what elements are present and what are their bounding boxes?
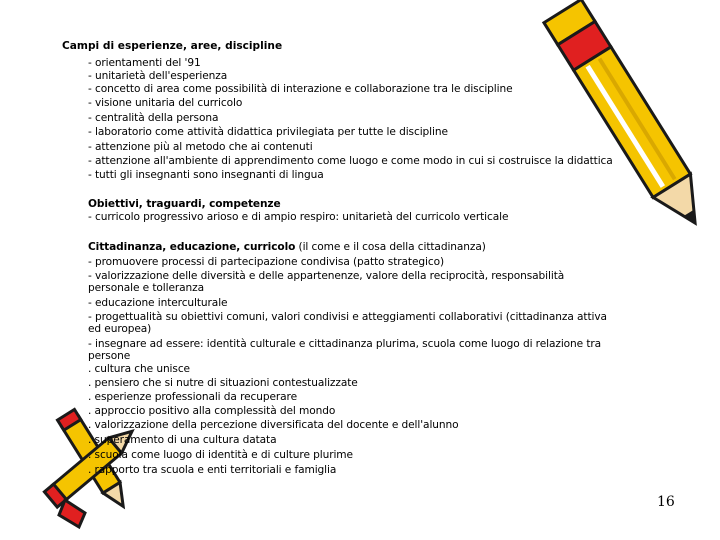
- section3-title-line: [88, 241, 486, 254]
- list-item: . cultura che unisce: [88, 363, 190, 375]
- list-item: . pensiero che si nutre di situazioni contestualizzate: [88, 377, 358, 389]
- list-item: - concetto di area come possibilità di interazione e collaborazione tra le discipline: [88, 83, 513, 95]
- pencil-icon: [560, 0, 710, 250]
- list-item: . rapporto tra scuola e enti territoriali e famiglia: [88, 464, 337, 476]
- list-item: - unitarietà dell'esperienza: [88, 70, 228, 82]
- list-item: personale e tolleranza: [88, 282, 204, 294]
- list-item: - attenzione all'ambiente di apprendimento come luogo e come modo in cui si costruisce la didattica: [88, 155, 613, 167]
- list-item: - centralità della persona: [88, 112, 219, 124]
- list-item: . valorizzazione della percezione diversificata del docente e dell'alunno: [88, 419, 459, 431]
- section3-title: Cittadinanza, educazione, curricolo: [88, 241, 296, 253]
- list-item: - orientamenti del '91: [88, 57, 201, 69]
- list-item: - curricolo progressivo arioso e di ampio respiro: unitarietà del curricolo verticale: [88, 211, 509, 223]
- list-item: - laboratorio come attività didattica privilegiata per tutte le discipline: [88, 126, 448, 138]
- list-item: - insegnare ad essere: identità culturale e cittadinanza plurima, scuola come luogo di relazione tra: [88, 338, 602, 350]
- list-item: . esperienze professionali da recuperare: [88, 391, 297, 403]
- section3-title-suffix: (il come e il cosa della cittadinanza): [295, 241, 486, 253]
- section2-title: Obiettivi, traguardi, competenze: [88, 198, 281, 210]
- list-item: - promuovere processi di partecipazione condivisa (patto strategico): [88, 256, 444, 268]
- page-number: 16: [657, 494, 675, 510]
- list-item: - visione unitaria del curricolo: [88, 97, 243, 109]
- list-item: persone: [88, 350, 131, 362]
- list-item: - tutti gli insegnanti sono insegnanti di lingua: [88, 169, 324, 181]
- list-item: - progettualità su obiettivi comuni, valori condivisi e atteggiamenti collaborativi (cittadinanza attiva: [88, 311, 607, 323]
- section1-title: Campi di esperienze, aree, discipline: [62, 40, 283, 52]
- list-item: . superamento di una cultura datata: [88, 434, 277, 446]
- list-item: . scuola come luogo di identità e di culture plurime: [88, 449, 353, 461]
- list-item: - valorizzazione delle diversità e delle appartenenze, valore della reciprocità, responsabilità: [88, 270, 565, 282]
- list-item: - attenzione più al metodo che ai contenuti: [88, 141, 313, 153]
- list-item: - educazione interculturale: [88, 297, 228, 309]
- list-item: . approccio positivo alla complessità del mondo: [88, 405, 336, 417]
- list-item: ed europea): [88, 323, 152, 335]
